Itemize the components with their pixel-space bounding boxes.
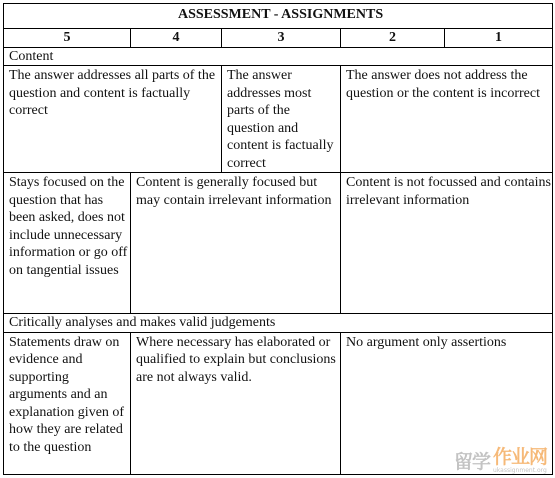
- title-row: [4, 4, 553, 29]
- score-header-row: [4, 29, 553, 48]
- site-watermark: [454, 447, 547, 474]
- criteria-cell-score-5: The answer addresses all parts of the question and content is factually correct: [4, 66, 222, 173]
- score-header-5: 5: [4, 29, 131, 48]
- criteria-cell-score-3: Content is generally focused but may contain irrelevant information: [131, 173, 341, 314]
- criteria-row: [4, 173, 553, 314]
- criteria-cell-score-3: The answer addresses most parts of the question and content is factually correct: [222, 66, 341, 173]
- section-heading-content: Content: [4, 47, 553, 66]
- score-header-4: 4: [131, 29, 222, 48]
- section-heading-row: [4, 47, 553, 66]
- watermark-brand: [492, 445, 547, 474]
- score-header-2: 2: [341, 29, 445, 48]
- score-header-1: 1: [445, 29, 553, 48]
- criteria-cell-score-3: Where necessary has elaborated or qualified to explain but conclusions are not always valid.: [131, 332, 341, 475]
- section-heading-row: [4, 314, 553, 333]
- criteria-row: [4, 66, 553, 173]
- criteria-cell-score-5: Stays focused on the question that has been asked, does not include unnecessary information or go off on tangential issues: [4, 173, 131, 314]
- section-heading-critical-analysis: Critically analyses and makes valid judgements: [4, 314, 553, 333]
- watermark-domain: ukassignment.org: [492, 466, 547, 474]
- criteria-cell-score-1: Content is not focussed and contains irrelevant information: [341, 173, 553, 314]
- score-header-3: 3: [222, 29, 341, 48]
- table-title: ASSESSMENT - ASSIGNMENTS: [4, 4, 553, 29]
- watermark-right-text: 作业网: [492, 445, 547, 468]
- criteria-cell-score-1: No argument only assertions: [341, 332, 553, 475]
- assessment-rubric-table: [3, 3, 553, 475]
- criteria-cell-score-1: The answer does not address the question or the content is incorrect: [341, 66, 553, 173]
- watermark-left-text: 留学: [453, 451, 490, 473]
- criteria-cell-score-5: Statements draw on evidence and supporting arguments and an explanation given of how they are related to the question: [4, 332, 131, 475]
